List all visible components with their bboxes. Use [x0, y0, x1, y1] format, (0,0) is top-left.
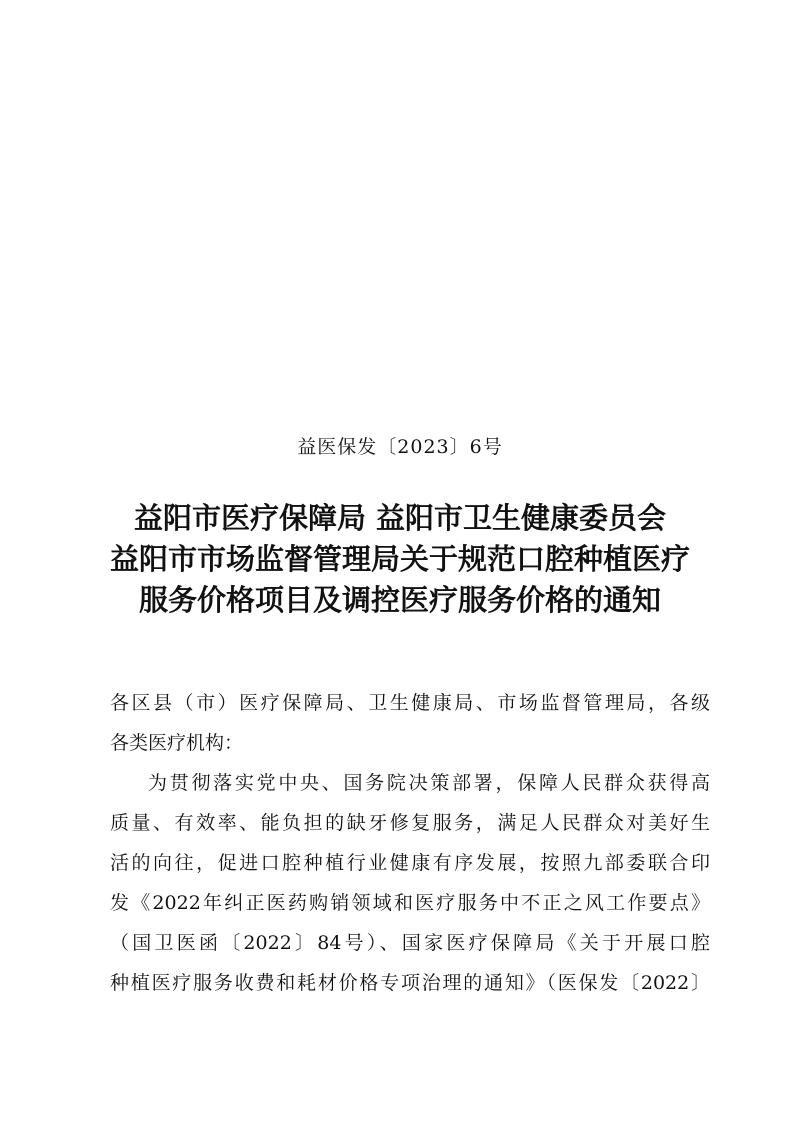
document-title: [60, 498, 740, 621]
document-body: [110, 683, 710, 1003]
title-line: 益阳市医疗保障局 益阳市卫生健康委员会: [133, 501, 667, 535]
addressee-line: 各区县（市）医疗保障局、卫生健康局、市场监督管理局，各级: [110, 692, 710, 714]
paragraph-line: （国卫医函〔2022〕84号）、国家医疗保障局《关于开展口腔: [110, 932, 710, 954]
title-line: 服务价格项目及调控医疗服务价格的通知: [138, 583, 661, 617]
paragraph-line: 发《2022年纠正医药购销领域和医疗服务中不正之风工作要点》: [110, 892, 710, 914]
addressee-line: 各类医疗机构：: [110, 732, 244, 754]
paragraph-line: 种植医疗服务收费和耗材价格专项治理的通知》（医保发〔2022〕: [110, 972, 710, 994]
doc-number: 益医保发〔2023〕6号: [297, 436, 503, 458]
title-line: 益阳市市场监督管理局关于规范口腔种植医疗: [109, 542, 690, 576]
paragraph-line: 为贯彻落实党中央、国务院决策部署，保障人民群众获得高: [148, 772, 710, 794]
paragraph-line: 活的向往，促进口腔种植行业健康有序发展，按照九部委联合印: [110, 852, 710, 874]
paragraph-line: 质量、有效率、能负担的缺牙修复服务，满足人民群众对美好生: [110, 812, 710, 834]
